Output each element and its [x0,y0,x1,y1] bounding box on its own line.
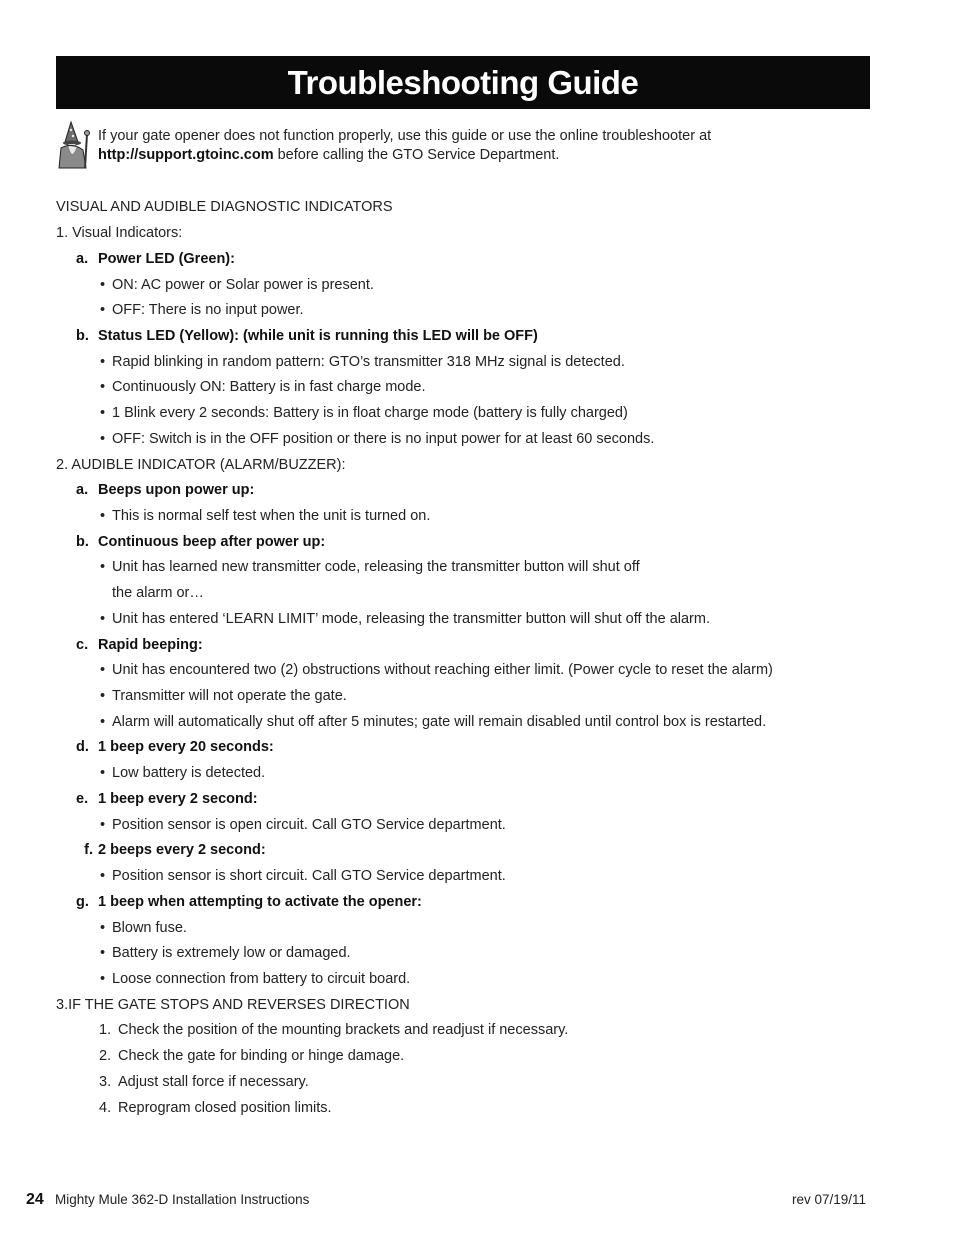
numbered-item: 1. Check the position of the mounting brackets and readjust if necessary. [99,1022,569,1038]
beeps-power-up-heading: a. Beeps upon power up: [76,482,255,498]
footer-revision: rev 07/19/11 [792,1192,867,1207]
intro-text: If your gate opener does not function properly, use this guide or use the online troubleshooter at http://support.gtoinc.com before calling the GTO Service Department. [98,128,712,163]
list-item: • Continuously ON: Battery is in fast charge mode. [100,379,426,395]
audible-indicator-heading: 2. AUDIBLE INDICATOR (ALARM/BUZZER): [56,457,346,473]
visual-indicators-heading: 1. Visual Indicators: [56,225,183,241]
page-title: Troubleshooting Guide [287,64,639,101]
list-item: • Blown fuse. [100,920,187,936]
list-item-continuation: the alarm or… [112,585,204,601]
rapid-beeping-heading: c. Rapid beeping: [76,637,203,653]
list-item: • Transmitter will not operate the gate. [100,688,347,704]
list-item: • Unit has learned new transmitter code, releasing the transmitter button will shut off [100,559,640,575]
list-item: • ON: AC power or Solar power is present. [100,277,374,293]
support-link[interactable]: http://support.gtoinc.com [98,147,274,163]
list-item: • OFF: Switch is in the OFF position or there is no input power for at least 60 seconds. [100,431,655,447]
list-item: • Battery is extremely low or damaged. [100,945,351,961]
list-item: • Position sensor is open circuit. Call GTO Service department. [100,817,506,833]
list-item: • This is normal self test when the unit is turned on. [100,508,431,524]
activate-opener-beep-heading: g. 1 beep when attempting to activate the opener: [76,894,422,910]
list-item: • Position sensor is short circuit. Call GTO Service department. [100,868,506,884]
numbered-item: 3. Adjust stall force if necessary. [99,1074,309,1090]
list-item: • Loose connection from battery to circuit board. [100,971,411,987]
page-number: 24 [26,1191,44,1208]
list-item: • Low battery is detected. [100,765,266,781]
reverse-direction-heading: 3.IF THE GATE STOPS AND REVERSES DIRECTION [56,997,410,1013]
beep-2-second-heading: e. 1 beep every 2 second: [76,791,258,807]
list-item: • Unit has encountered two (2) obstructions without reaching either limit. (Power cycle to reset the alarm) [100,662,773,678]
status-led-heading: b. Status LED (Yellow): (while unit is running this LED will be OFF) [76,328,538,344]
list-item: • OFF: There is no input power. [100,302,304,318]
continuous-beep-heading: b. Continuous beep after power up: [76,534,326,550]
beep-20-seconds-heading: d. 1 beep every 20 seconds: [76,739,274,755]
numbered-item: 4. Reprogram closed position limits. [99,1100,332,1116]
footer-doc-title: Mighty Mule 362-D Installation Instructions [55,1192,310,1207]
section-heading: VISUAL AND AUDIBLE DIAGNOSTIC INDICATORS [56,199,393,215]
list-item: • Unit has entered ‘LEARN LIMIT’ mode, releasing the transmitter button will shut off the alarm. [100,611,710,627]
two-beeps-heading: f. 2 beeps every 2 second: [84,842,266,858]
list-item: • Alarm will automatically shut off after 5 minutes; gate will remain disabled until control box is restarted. [100,714,767,730]
numbered-item: 2. Check the gate for binding or hinge damage. [99,1048,405,1064]
power-led-heading: a. Power LED (Green): [76,251,235,267]
list-item: • Rapid blinking in random pattern: GTO’s transmitter 318 MHz signal is detected. [100,354,625,370]
list-item: • 1 Blink every 2 seconds: Battery is in float charge mode (battery is fully charged) [100,405,628,421]
intro-note [56,120,876,172]
wizard-icon [56,120,92,170]
title-banner [56,56,870,109]
